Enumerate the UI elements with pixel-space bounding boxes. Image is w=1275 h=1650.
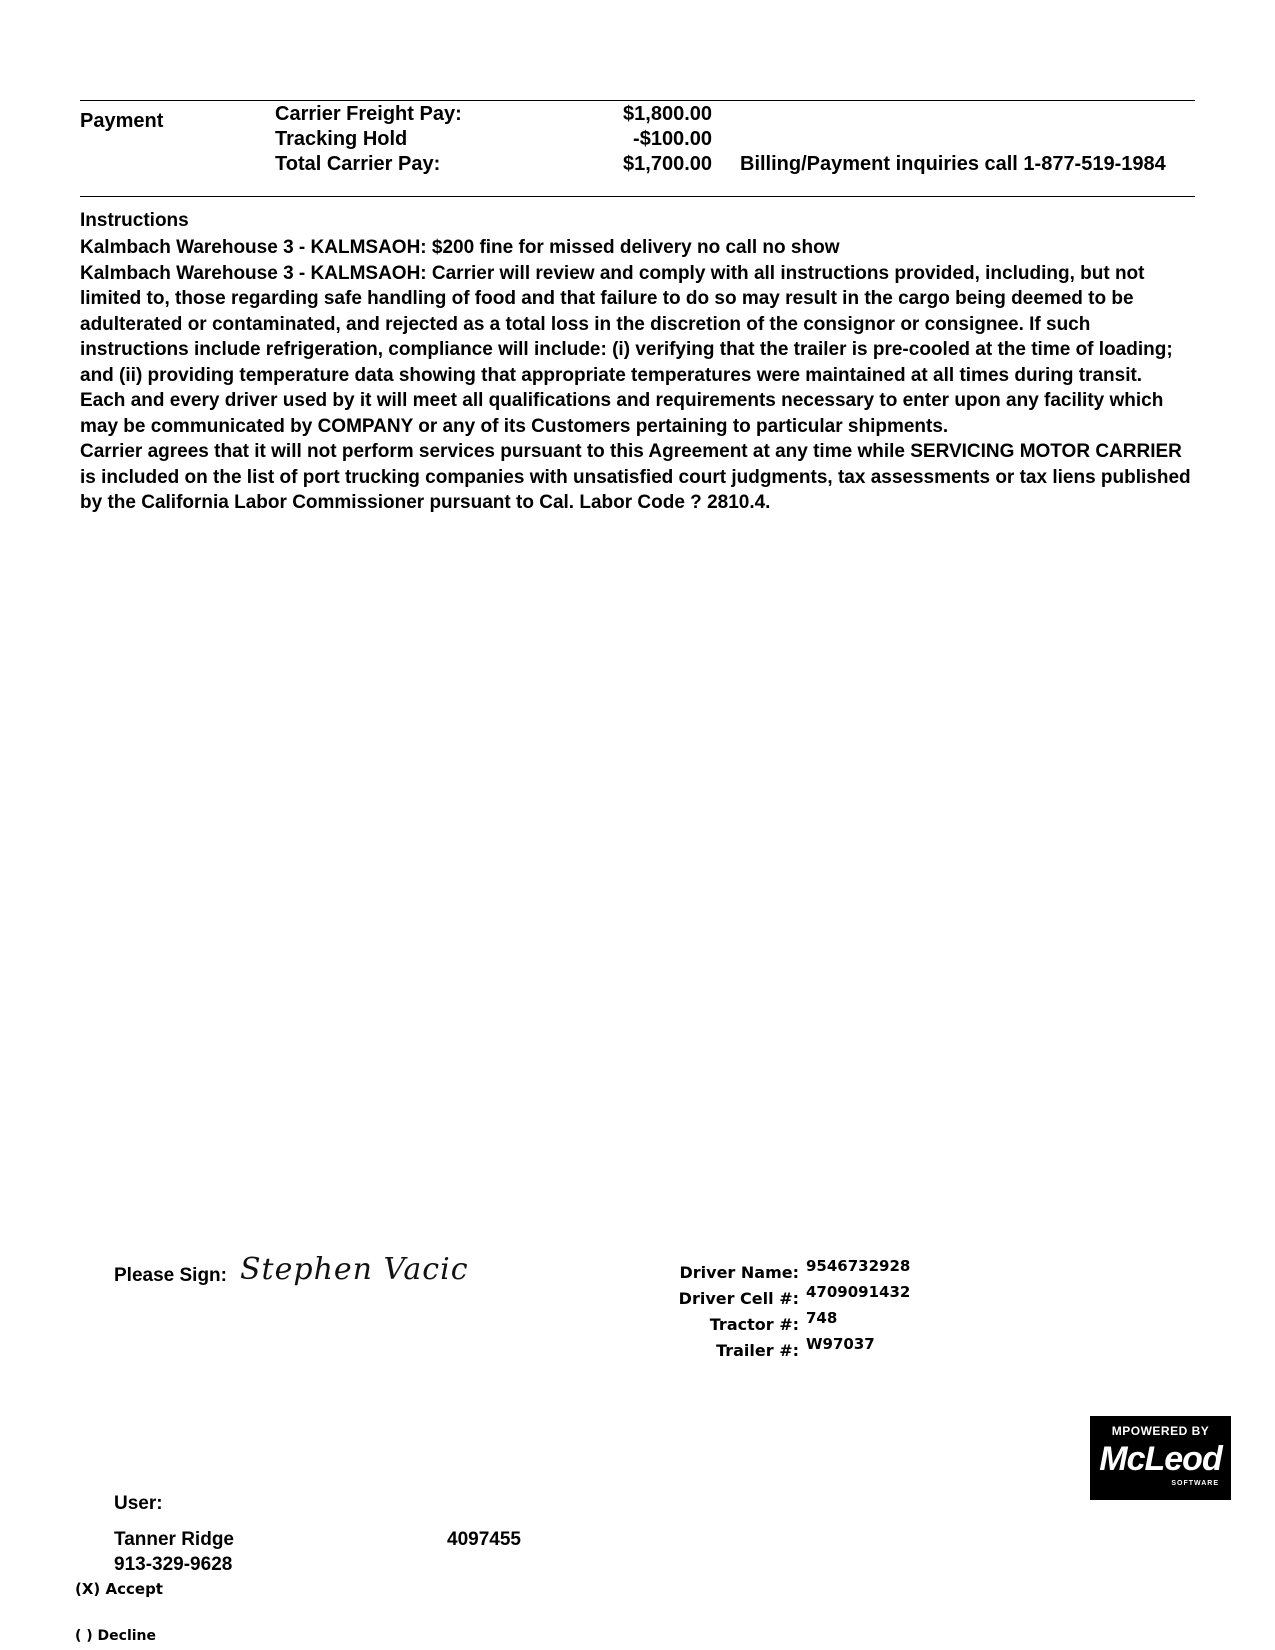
user-name: Tanner Ridge [114, 1529, 234, 1550]
driver-name-label: Driver Name: [679, 1263, 799, 1282]
payment-row-tracking-hold [275, 128, 1175, 154]
trailer-label: Trailer #: [716, 1341, 799, 1360]
decline-option[interactable]: ( ) Decline [75, 1628, 157, 1644]
driver-info-block [660, 1257, 960, 1361]
tractor-row [660, 1309, 960, 1335]
tractor-value: 748 [806, 1309, 838, 1327]
payment-row-amount: $1,800.00 [623, 103, 712, 125]
logo-subtext: SOFTWARE [1171, 1480, 1219, 1487]
handwritten-signature: Stephen Vacic [240, 1252, 469, 1287]
instructions-heading: Instructions [80, 210, 189, 231]
top-divider [80, 100, 1195, 101]
billing-inquiries-note: Billing/Payment inquiries call 1-877-519-1984 [740, 153, 1166, 175]
payment-row-freight-pay [275, 103, 1175, 129]
driver-name-row [660, 1257, 960, 1283]
user-phone: 913-329-9628 [114, 1554, 233, 1575]
payment-row-label: Carrier Freight Pay: [275, 103, 462, 125]
user-id: 4097455 [447, 1529, 521, 1550]
instruction-item: Kalmbach Warehouse 3 - KALMSAOH: $200 fine for missed delivery no call no show [80, 237, 840, 258]
user-label: User: [114, 1493, 163, 1514]
instructions-list [80, 235, 1195, 516]
payment-row-amount: -$100.00 [633, 128, 712, 150]
payment-row-label: Tracking Hold [275, 128, 408, 150]
driver-name-value: 9546732928 [806, 1257, 911, 1275]
trailer-row [660, 1335, 960, 1361]
instruction-item: Carrier agrees that it will not perform services pursuant to this Agreement at any time while SERVICING MOTOR CARRIER is included on the list of port trucking companies with unsatisfied court judgments, tax assessments or tax liens published by the California Labor Commissioner pursuant to Cal. Labor Code ? 2810.4. [80, 441, 1191, 513]
logo-brand: McLeod [1099, 1440, 1222, 1478]
instruction-item: Each and every driver used by it will meet all qualifications and requirements necessary to enter upon any facility which may be communicated by COMPANY or any of its Customers pertaining to particular shipments. [80, 390, 1164, 437]
tractor-label: Tractor #: [709, 1315, 799, 1334]
driver-cell-label: Driver Cell #: [678, 1289, 799, 1308]
payment-bottom-divider [80, 196, 1195, 197]
driver-cell-value: 4709091432 [806, 1283, 911, 1301]
payment-row-label: Total Carrier Pay: [275, 153, 441, 175]
payment-row-amount: $1,700.00 [623, 153, 712, 175]
instruction-item: Kalmbach Warehouse 3 - KALMSAOH: Carrier will review and comply with all instructions provided, including, but not limited to, those regarding safe handling of food and that failure to do so may result in the cargo being deemed to be adulterated or contaminated, and rejected as a total loss in the discretion of the consignor or consignee. If such instructions include refrigeration, compliance will include: (i) verifying that the trailer is pre-cooled at the time of loading; and (ii) providing temperature data showing that appropriate temperatures were maintained at all times during transit. [80, 262, 1173, 386]
sign-label: Please Sign: [114, 1265, 227, 1286]
accept-option[interactable]: (X) Accept [75, 1580, 163, 1598]
mcleod-logo [1090, 1416, 1231, 1500]
payment-row-total-pay [275, 153, 1175, 179]
trailer-value: W97037 [806, 1335, 875, 1353]
payment-section-label: Payment [80, 110, 164, 132]
driver-cell-row [660, 1283, 960, 1309]
logo-tagline: MPOWERED BY [1111, 1424, 1210, 1438]
